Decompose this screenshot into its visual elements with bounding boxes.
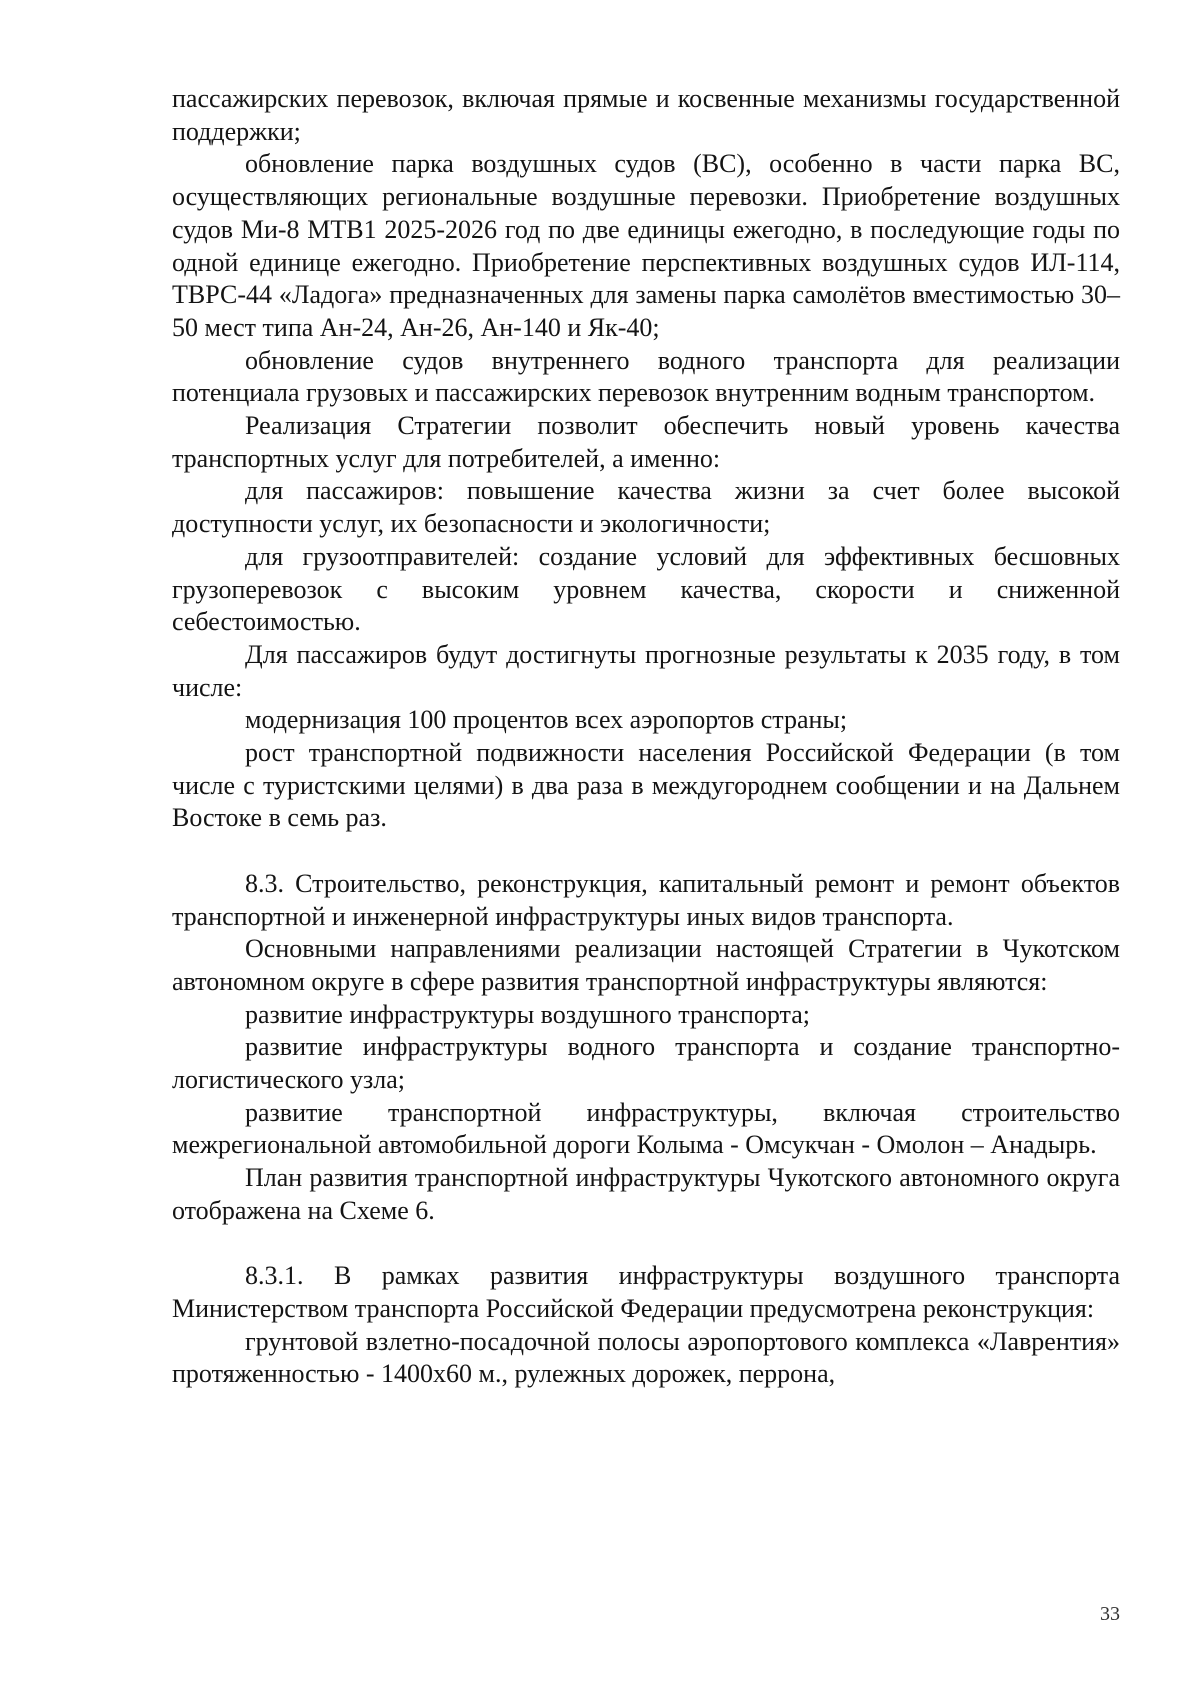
paragraph-spacer	[172, 1228, 1120, 1261]
paragraph-6: для грузоотправителей: создание условий для эффективных бесшовных грузоперевозок с высоким уровнем качества, скорости и сниженной себестоимостью.	[172, 541, 1120, 637]
paragraph-9: рост транспортной подвижности населения Российской Федерации (в том числе с туристскими целями) в два раза в междугороднем сообщении и на Дальнем Востоке в семь раз.	[172, 738, 1120, 833]
paragraph-11: Основными направлениями реализации настоящей Стратегии в Чукотском автономном округе в сфере развития транспортной инфраструктуры являются:	[172, 934, 1120, 996]
section-heading-8-3-1: 8.3.1. В рамках развития инфраструктуры воздушного транспорта Министерством транспорта Российской Федерации предусмотрена реконструкция:	[172, 1261, 1120, 1323]
paragraph-spacer	[172, 835, 1120, 868]
paragraph-5: для пассажиров: повышение качества жизни за счет более высокой доступности услуг, их безопасности и экологичности;	[172, 476, 1120, 539]
paragraph-15: План развития транспортной инфраструктуры Чукотского автономного округа отображена на Схеме 6.	[172, 1163, 1120, 1225]
paragraph-4: Реализация Стратегии позволит обеспечить новый уровень качества транспортных услуг для потребителей, а именно:	[172, 411, 1120, 473]
paragraph-1: пассажирских перевозок, включая прямые и косвенные механизмы государственной поддержки;	[172, 84, 1120, 146]
section-heading-8-3: 8.3. Строительство, реконструкция, капитальный ремонт и ремонт объектов транспортной и инженерной инфраструктуры иных видов транспорта.	[172, 868, 1120, 931]
paragraph-14: развитие транспортной инфраструктуры, включая строительство межрегиональной автомобильной дороги Колыма - Омсукчан - Омолон – Анадырь.	[172, 1097, 1120, 1160]
paragraph-8: модернизация 100 процентов всех аэропортов страны;	[245, 705, 848, 735]
paragraph-7: Для пассажиров будут достигнуты прогнозные результаты к 2035 году, в том числе:	[172, 639, 1120, 702]
page-number: 33	[1100, 1603, 1120, 1625]
paragraph-17: грунтовой взлетно-посадочной полосы аэропортового комплекса «Лаврентия» протяженностью - 1400х60 м., рулежных дорожек, перрона,	[172, 1326, 1120, 1389]
paragraph-3: обновление судов внутреннего водного транспорта для реализации потенциала грузовых и пассажирских перевозок внутренним водным транспортом.	[172, 345, 1120, 408]
paragraph-12: развитие инфраструктуры воздушного транспорта;	[245, 999, 810, 1029]
document-body	[172, 83, 1120, 1391]
paragraph-13: развитие инфраструктуры водного транспорта и создание транспортно-логистического узла;	[172, 1032, 1120, 1095]
paragraph-2: обновление парка воздушных судов (ВС), особенно в части парка ВС, осуществляющих региональные воздушные перевозки. Приобретение воздушных судов Ми-8 МТВ1 2025-2026 год по две единицы ежегодно, в последующие годы по одной единице ежегодно. Приобретение перспективных воздушных судов ИЛ-114, ТВРС-44 «Ладога» предназначенных для замены парка самолётов вместимостью 30–50 мест типа Ан-24, Ан-26, Ан-140 и Як-40;	[172, 149, 1120, 342]
